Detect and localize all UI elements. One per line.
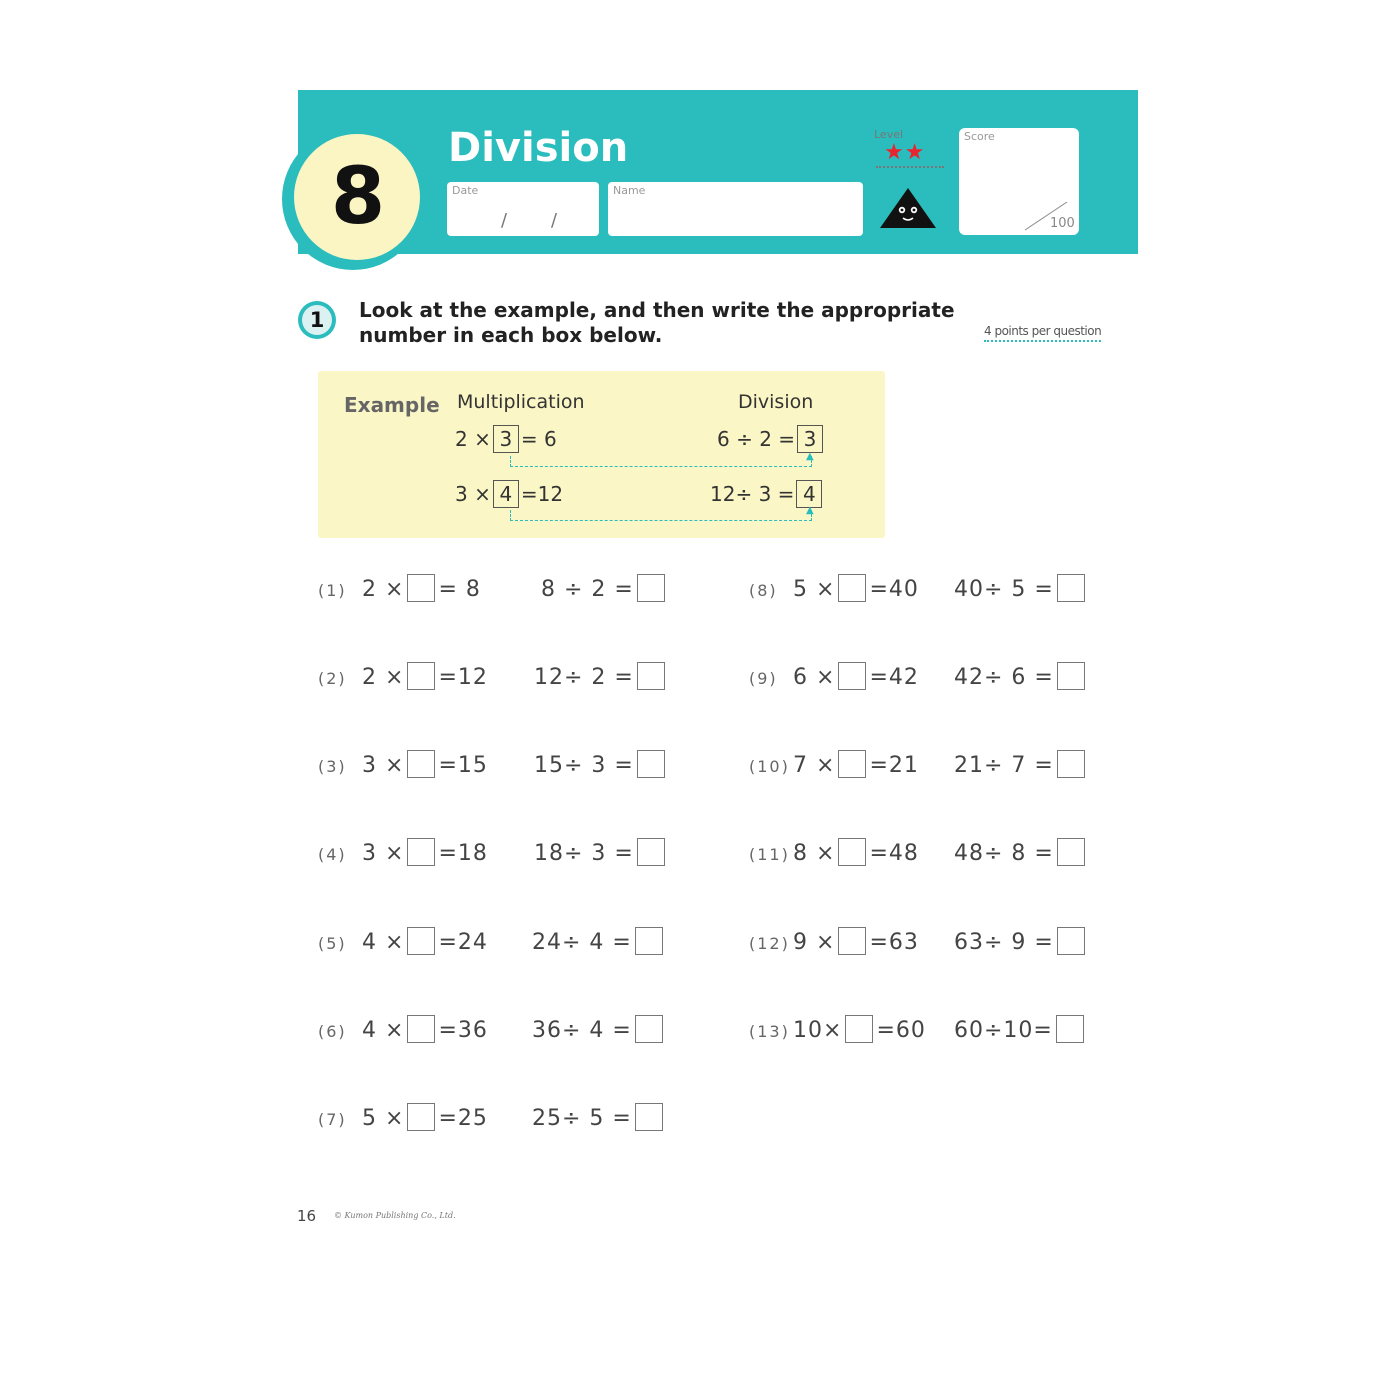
problem-number: (3) [318, 757, 347, 776]
level-stars: ★★ [884, 140, 926, 165]
score-label: Score [964, 130, 995, 143]
example-label: Example [344, 393, 440, 417]
level-divider [876, 166, 944, 168]
problem-operand: 42÷ 6 = [954, 665, 1054, 690]
multiplication-header: Multiplication [457, 391, 585, 413]
example-box [318, 371, 885, 538]
instruction-line: number in each box below. [359, 323, 663, 347]
problem-operand: 60÷10= [954, 1018, 1053, 1043]
problem-result: = 8 [438, 577, 481, 602]
problem-number: (8) [749, 581, 778, 600]
problem-operand: 48÷ 8 = [954, 841, 1054, 866]
date-separator: / [551, 210, 558, 231]
problem-operand: 15÷ 3 = [534, 753, 634, 778]
division-problem [954, 1017, 1087, 1045]
answer-box[interactable] [407, 838, 435, 866]
problem-row [749, 752, 919, 780]
problem-operand: 3 × [362, 753, 405, 778]
points-note: 4 points per question [984, 324, 1101, 342]
question-number: 1 [302, 305, 332, 335]
problem-number: (5) [318, 934, 347, 953]
problem-number: (4) [318, 845, 347, 864]
problem-operand: 2 × [362, 577, 405, 602]
answer-box[interactable] [1057, 927, 1085, 955]
page-number: 16 [297, 1207, 317, 1225]
example-answer-box: 4 [493, 480, 519, 508]
division-problem [532, 1105, 666, 1133]
name-field[interactable] [608, 182, 863, 236]
problem-operand: 36÷ 4 = [532, 1018, 632, 1043]
division-problem [534, 664, 668, 692]
problem-operand: 5 × [793, 577, 836, 602]
problem-number: (6) [318, 1022, 347, 1041]
problem-operand: 21÷ 7 = [954, 753, 1054, 778]
answer-box[interactable] [635, 1103, 663, 1131]
page-title: Division [448, 125, 629, 171]
problem-number: (10) [749, 757, 790, 776]
answer-box[interactable] [637, 574, 665, 602]
answer-box[interactable] [637, 838, 665, 866]
problem-operand: 10× [793, 1018, 843, 1043]
problem-row [749, 576, 919, 604]
answer-box[interactable] [407, 662, 435, 690]
problem-operand: 9 × [793, 930, 836, 955]
problem-result: =21 [869, 753, 919, 778]
problem-number: (2) [318, 669, 347, 688]
problem-result: =42 [869, 665, 919, 690]
example-operand: 3 × [455, 482, 491, 506]
problem-result: =24 [438, 930, 488, 955]
problem-operand: 5 × [362, 1106, 405, 1131]
problem-operand: 8 ÷ 2 = [541, 577, 634, 602]
problem-number: (1) [318, 581, 347, 600]
division-problem [541, 576, 668, 604]
example-result: =12 [520, 482, 564, 506]
arrow-up-icon: ▲ [806, 505, 814, 516]
instruction-text [359, 298, 969, 348]
answer-box[interactable] [1057, 662, 1085, 690]
problem-result: =36 [438, 1018, 488, 1043]
problem-result: =25 [438, 1106, 488, 1131]
arrow-up-icon: ▲ [806, 451, 814, 462]
lesson-number: 8 [330, 152, 384, 242]
problem-operand: 18÷ 3 = [534, 841, 634, 866]
problem-row [318, 929, 488, 957]
answer-box[interactable] [838, 927, 866, 955]
problem-operand: 6 × [793, 665, 836, 690]
problem-operand: 40÷ 5 = [954, 577, 1054, 602]
example-result: = 6 [520, 427, 557, 451]
problem-row [318, 576, 481, 604]
answer-box[interactable] [838, 662, 866, 690]
example-operand: 6 ÷ 2 = [717, 427, 796, 451]
problem-operand: 2 × [362, 665, 405, 690]
problem-operand: 3 × [362, 841, 405, 866]
problem-result: =60 [876, 1018, 926, 1043]
example-operand: 12÷ 3 = [710, 482, 795, 506]
problem-operand: 63÷ 9 = [954, 930, 1054, 955]
example-mult-equation [455, 425, 557, 453]
answer-box[interactable] [1057, 750, 1085, 778]
example-answer-box: 3 [493, 425, 519, 453]
division-problem [954, 752, 1088, 780]
example-answer-box: 3 [797, 425, 823, 453]
problem-result: =18 [438, 841, 488, 866]
problem-number: (13) [749, 1022, 790, 1041]
problem-row [318, 752, 488, 780]
example-answer-box: 4 [796, 480, 822, 508]
answer-box[interactable] [407, 927, 435, 955]
problem-row [749, 664, 919, 692]
answer-box[interactable] [407, 750, 435, 778]
problem-result: =12 [438, 665, 488, 690]
problem-row [318, 840, 488, 868]
problem-operand: 7 × [793, 753, 836, 778]
date-label: Date [452, 184, 479, 197]
problem-number: (9) [749, 669, 778, 688]
problem-row [749, 929, 919, 957]
example-connector [510, 510, 812, 521]
division-problem [532, 1017, 666, 1045]
division-problem [954, 840, 1088, 868]
answer-box[interactable] [407, 1103, 435, 1131]
division-problem [954, 576, 1088, 604]
division-problem [534, 752, 668, 780]
answer-box[interactable] [845, 1015, 873, 1043]
answer-box[interactable] [838, 750, 866, 778]
answer-box[interactable] [635, 927, 663, 955]
division-problem [954, 664, 1088, 692]
example-connector [510, 456, 812, 467]
answer-box[interactable] [1057, 838, 1085, 866]
example-div-equation [717, 425, 825, 453]
problem-number: (7) [318, 1110, 347, 1129]
problem-result: =40 [869, 577, 919, 602]
problem-row [318, 1105, 488, 1133]
problem-number: (11) [749, 845, 790, 864]
copyright: © Kumon Publishing Co., Ltd. [334, 1211, 456, 1220]
answer-box[interactable] [1056, 1015, 1084, 1043]
answer-box[interactable] [637, 662, 665, 690]
problem-row [318, 1017, 488, 1045]
problem-result: =63 [869, 930, 919, 955]
score-field[interactable] [959, 128, 1079, 235]
problem-row [749, 1017, 926, 1045]
example-div-equation [710, 480, 824, 508]
level-label: Level [874, 128, 904, 141]
problem-operand: 8 × [793, 841, 836, 866]
answer-box[interactable] [1057, 574, 1085, 602]
problem-operand: 25÷ 5 = [532, 1106, 632, 1131]
problem-row [318, 664, 488, 692]
answer-box[interactable] [637, 750, 665, 778]
answer-box[interactable] [635, 1015, 663, 1043]
problem-result: =15 [438, 753, 488, 778]
example-mult-equation [455, 480, 563, 508]
division-header: Division [738, 391, 814, 413]
division-problem [532, 929, 666, 957]
problem-operand: 12÷ 2 = [534, 665, 634, 690]
answer-box[interactable] [407, 1015, 435, 1043]
lesson-badge [294, 134, 420, 260]
question-number-badge [298, 301, 336, 339]
problem-operand: 4 × [362, 1018, 405, 1043]
instruction-line: Look at the example, and then write the appropriate [359, 298, 955, 322]
division-problem [534, 840, 668, 868]
problem-operand: 24÷ 4 = [532, 930, 632, 955]
problem-number: (12) [749, 934, 790, 953]
example-operand: 2 × [455, 427, 491, 451]
score-max: 100 [1050, 216, 1075, 231]
division-problem [954, 929, 1088, 957]
answer-box[interactable] [838, 574, 866, 602]
answer-box[interactable] [838, 838, 866, 866]
date-separator: / [501, 210, 508, 231]
problem-result: =48 [869, 841, 919, 866]
date-field[interactable] [447, 182, 599, 236]
problem-row [749, 840, 919, 868]
answer-box[interactable] [407, 574, 435, 602]
triangle-character-icon [878, 186, 938, 234]
name-label: Name [613, 184, 646, 197]
problem-operand: 4 × [362, 930, 405, 955]
